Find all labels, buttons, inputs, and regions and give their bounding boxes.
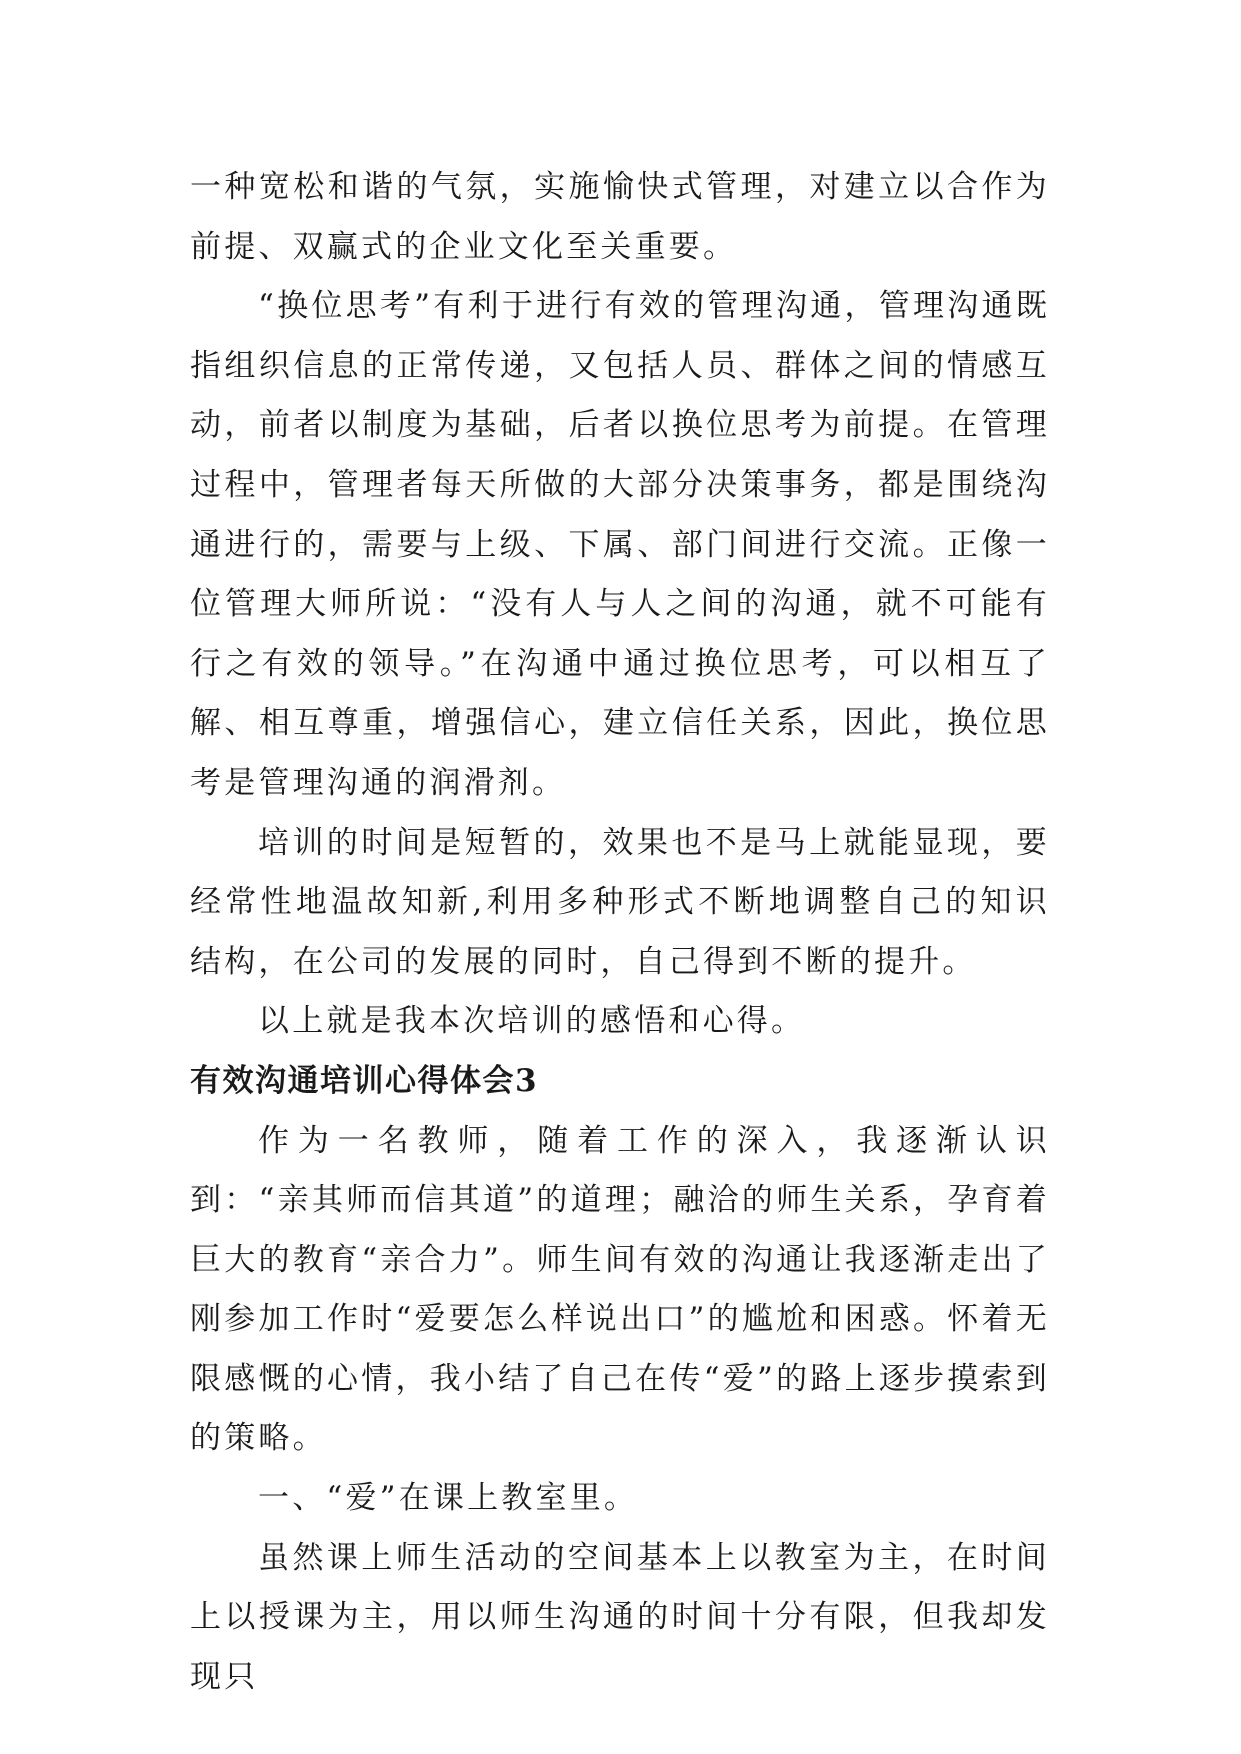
paragraph-7: 虽然课上师生活动的空间基本上以教室为主，在时间上以授课为主，用以师生沟通的时间十分有限，但我却发现只 <box>190 1539 1050 1695</box>
document-page <box>190 158 1050 1707</box>
paragraph-3: 培训的时间是短暂的，效果也不是马上就能显现，要经常性地温故知新,利用多种形式不断地调整自己的知识结构，在公司的发展的同时，自己得到不断的提升。 <box>190 824 1050 980</box>
section-title: 有效沟通培训心得体会3 <box>190 1062 539 1099</box>
paragraph-6: 一、“爱”在课上教室里。 <box>258 1480 639 1517</box>
paragraph-4: 以上就是我本次培训的感悟和心得。 <box>258 1003 806 1040</box>
paragraph-1: 一种宽松和谐的气氛，实施愉快式管理，对建立以合作为前提、双赢式的企业文化至关重要。 <box>190 169 1050 265</box>
paragraph-5: 作为一名教师，随着工作的深入，我逐渐认识到：“亲其师而信其道”的道理；融洽的师生关系，孕育着巨大的教育“亲合力”。师生间有效的沟通让我逐渐走出了刚参加工作时“爱要怎么样说出口”的尴尬和困惑。怀着无限感慨的心情，我小结了自己在传“爱”的路上逐步摸索到的策略。 <box>190 1122 1050 1457</box>
paragraph-2: “换位思考”有利于进行有效的管理沟通，管理沟通既指组织信息的正常传递，又包括人员、群体之间的情感互动，前者以制度为基础，后者以换位思考为前提。在管理过程中，管理者每天所做的大部分决策事务，都是围绕沟通进行的，需要与上级、下属、部门间进行交流。正像一位管理大师所说：“没有人与人之间的沟通，就不可能有行之有效的领导。”在沟通中通过换位思考，可以相互了解、相互尊重，增强信心，建立信任关系，因此，换位思考是管理沟通的润滑剂。 <box>190 288 1050 801</box>
